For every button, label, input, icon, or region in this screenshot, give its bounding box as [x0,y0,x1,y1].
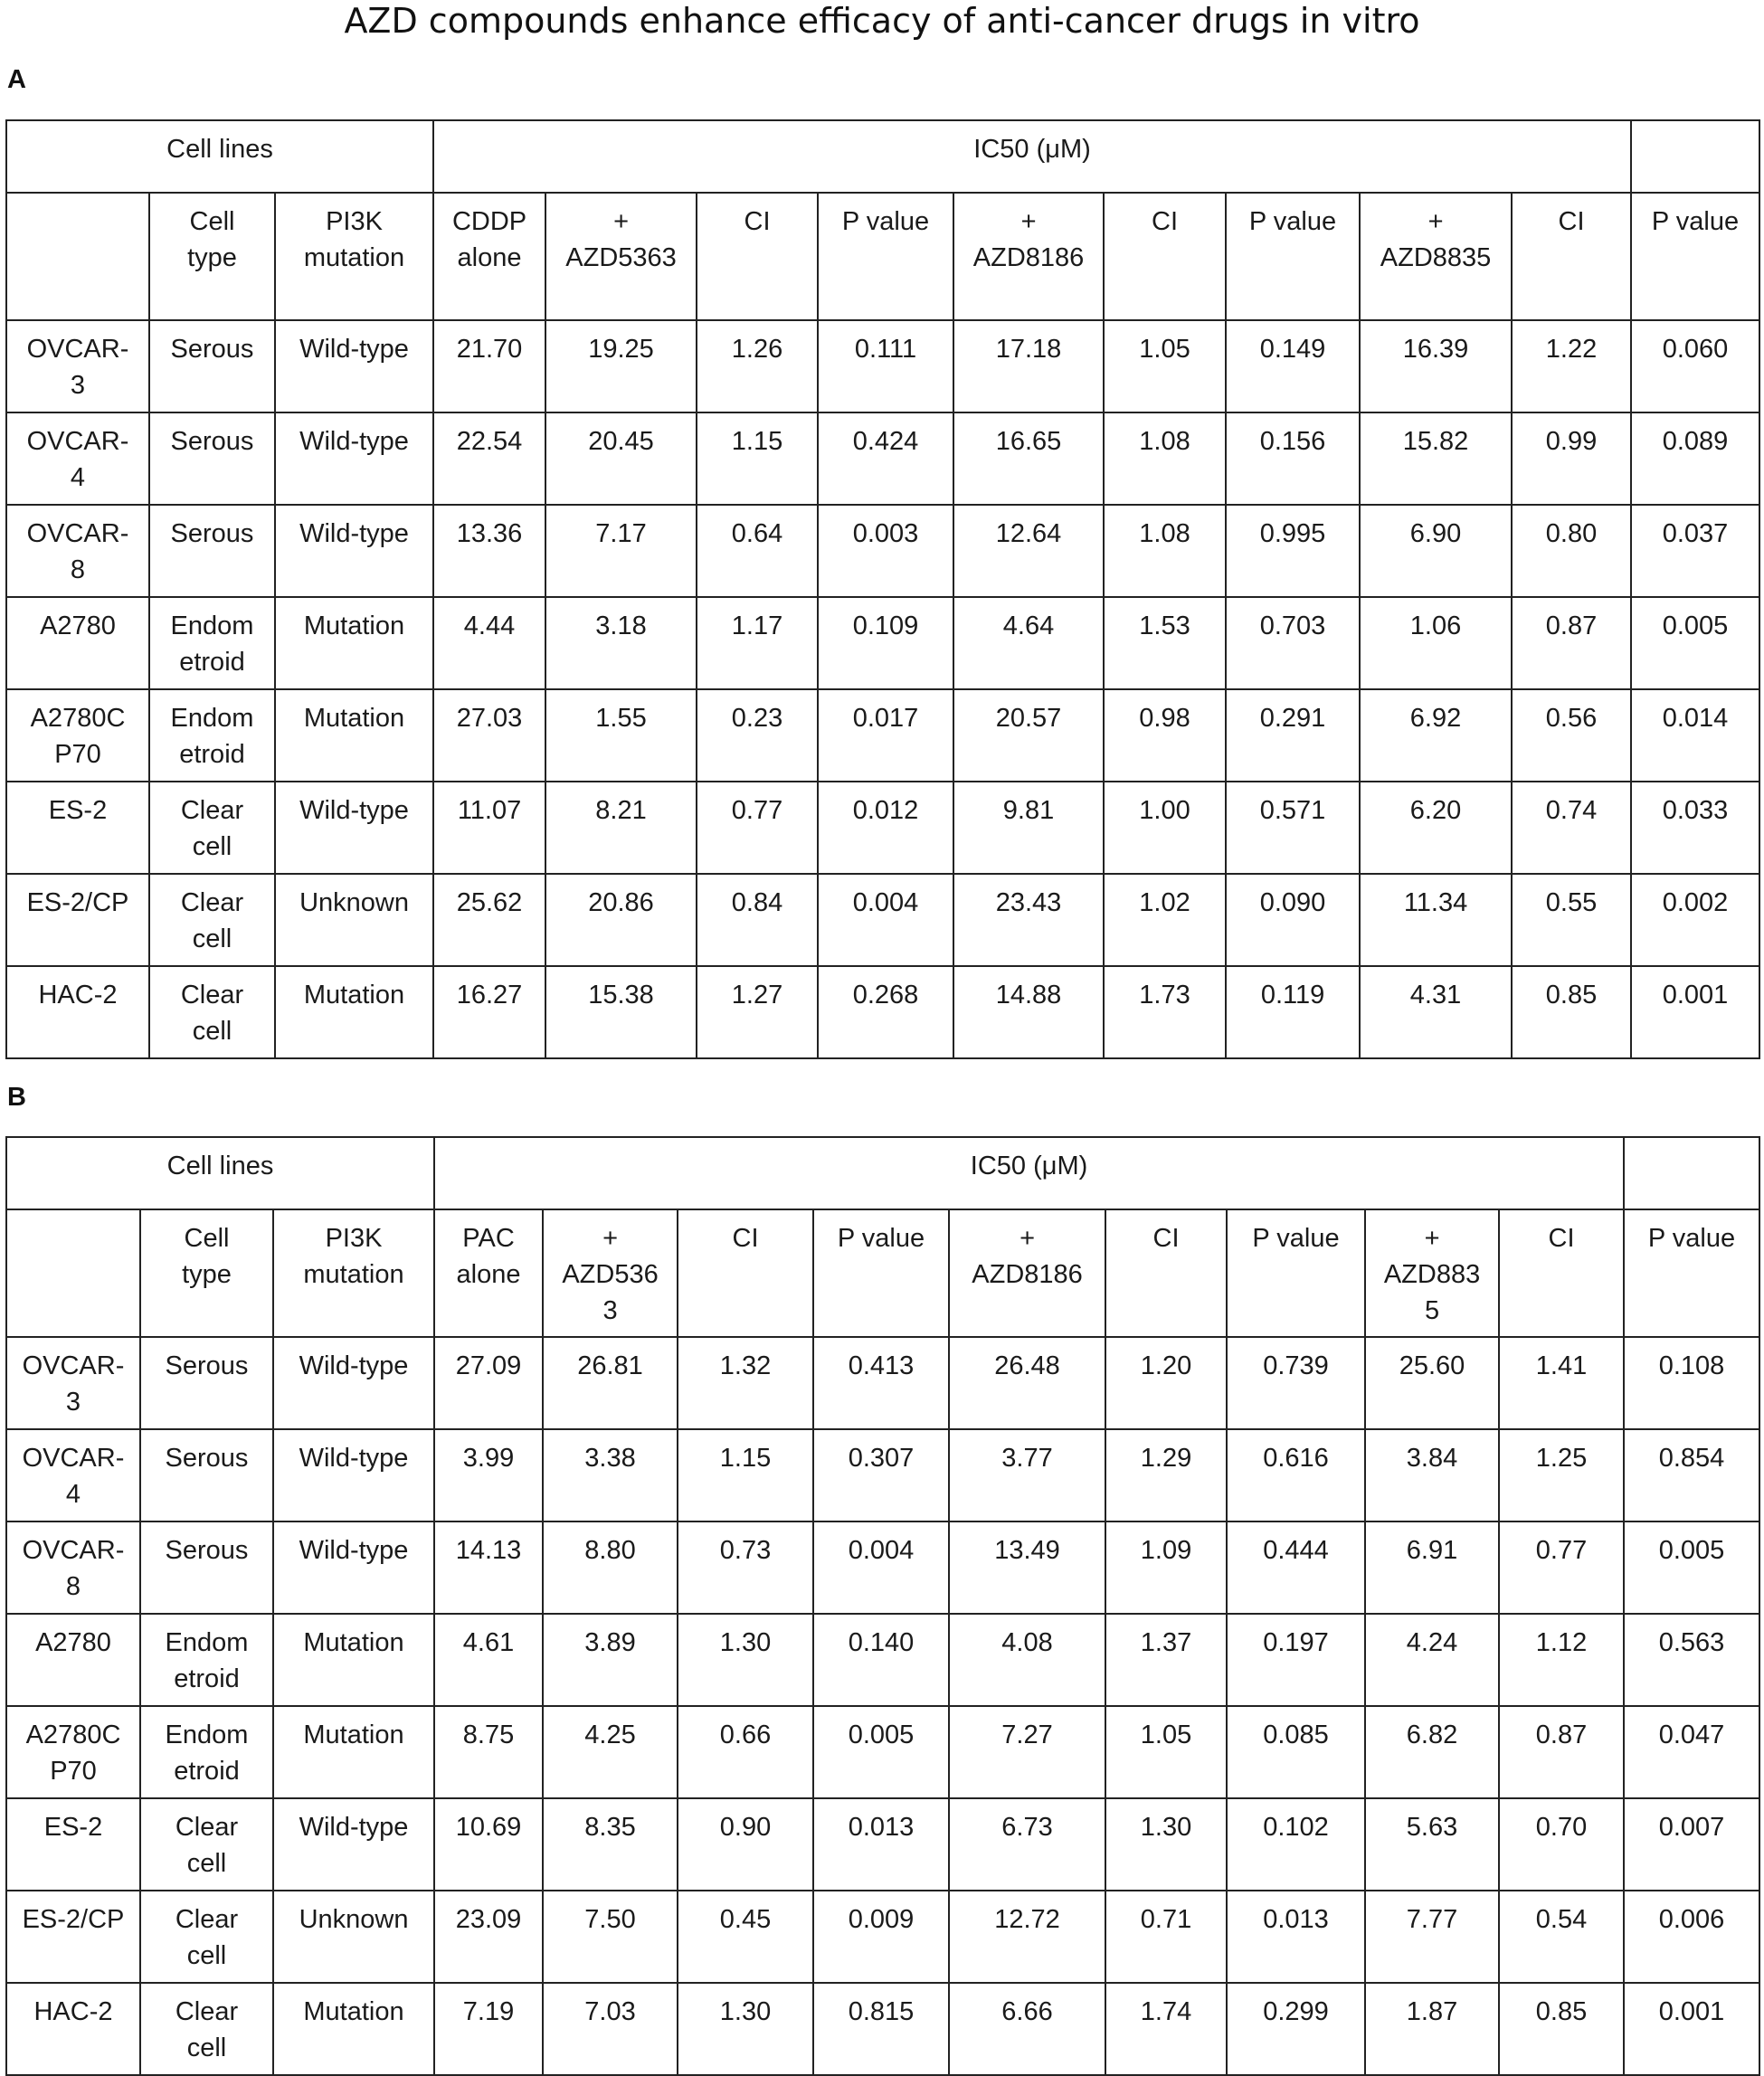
table-cell: 3.38 [543,1429,678,1521]
table-cell: 6.82 [1365,1706,1499,1798]
table-cell: 1.05 [1105,1706,1227,1798]
table-cell: Mutation [275,966,433,1058]
table-cell: 11.07 [433,782,545,874]
table-cell: 0.003 [818,505,953,597]
table-cell: 0.571 [1226,782,1360,874]
table-cell: 11.34 [1360,874,1512,966]
table-cell: Serous [140,1521,273,1614]
table-cell: Clear cell [149,966,275,1058]
table-cell: 3.77 [949,1429,1105,1521]
column-header: CI [678,1209,813,1337]
group-header-row [6,120,1759,193]
table-cell: Mutation [275,689,433,782]
table-cell: 0.006 [1624,1891,1759,1983]
table-cell: 0.004 [818,874,953,966]
table-cell: 0.005 [1631,597,1759,689]
table-cell: 0.99 [1512,412,1631,505]
table-row [6,874,1759,966]
ic50-header: IC50 (μM) [434,1137,1624,1209]
table-cell: 0.413 [813,1337,949,1429]
table-row [6,1337,1759,1429]
table-cell: Endom etroid [149,597,275,689]
table-cell: 0.563 [1624,1614,1759,1706]
table-cell: OVCAR- 3 [6,320,149,412]
table-cell: 17.18 [953,320,1104,412]
table-cell: 6.73 [949,1798,1105,1891]
table-cell: 0.815 [813,1983,949,2075]
table-row [6,1614,1759,1706]
table-cell: Mutation [273,1706,434,1798]
table-cell: Unknown [275,874,433,966]
table-cell: 0.85 [1512,966,1631,1058]
table-cell: 0.995 [1226,505,1360,597]
empty-header-cell [1624,1137,1759,1209]
table-cell: 19.25 [545,320,697,412]
table-cell: 0.060 [1631,320,1759,412]
table-cell: 0.424 [818,412,953,505]
table-cell: 0.119 [1226,966,1360,1058]
table-cell: 0.70 [1499,1798,1624,1891]
table-cell: 1.30 [1105,1798,1227,1891]
table-cell: 0.001 [1624,1983,1759,2075]
table-cell: Mutation [273,1614,434,1706]
table-cell: 4.44 [433,597,545,689]
table-cell: 12.72 [949,1891,1105,1983]
table-cell: A2780 [6,597,149,689]
table-cell: 7.19 [434,1983,543,2075]
column-header [6,1209,140,1337]
table-cell: Clear cell [140,1891,273,1983]
table-cell: 13.49 [949,1521,1105,1614]
column-header: CI [697,193,818,320]
table-cell: 8.75 [434,1706,543,1798]
table-cell: 6.90 [1360,505,1512,597]
table-cell: 25.60 [1365,1337,1499,1429]
table-cell: 1.00 [1104,782,1226,874]
table-cell: 16.27 [433,966,545,1058]
cell-lines-header: Cell lines [6,120,433,193]
table-cell: 0.004 [813,1521,949,1614]
table-cell: 0.033 [1631,782,1759,874]
column-header: P value [1631,193,1759,320]
table-cell: 1.26 [697,320,818,412]
table-cell: 1.53 [1104,597,1226,689]
table-cell: Wild-type [275,412,433,505]
table-cell: A2780C P70 [6,1706,140,1798]
table-cell: 0.012 [818,782,953,874]
table-cell: 1.08 [1104,505,1226,597]
column-header: + AZD5363 [545,193,697,320]
table-cell: 1.08 [1104,412,1226,505]
table-cell: 6.20 [1360,782,1512,874]
column-header: PI3K mutation [273,1209,434,1337]
table-cell: 0.299 [1227,1983,1365,2075]
table-row [6,1706,1759,1798]
table-cell: Endom etroid [140,1614,273,1706]
table-cell: 0.005 [813,1706,949,1798]
table-cell: 7.50 [543,1891,678,1983]
table-cell: 0.013 [813,1798,949,1891]
group-header-row [6,1137,1759,1209]
table-cell: Serous [140,1429,273,1521]
table-cell: 0.74 [1512,782,1631,874]
table-cell: 1.06 [1360,597,1512,689]
table-cell: Clear cell [149,782,275,874]
table-cell: 0.703 [1226,597,1360,689]
column-header: P value [1227,1209,1365,1337]
table-cell: Wild-type [273,1521,434,1614]
table-cell: 0.71 [1105,1891,1227,1983]
table-cell: 0.77 [697,782,818,874]
table-cell: Wild-type [275,320,433,412]
ic50-header: IC50 (μM) [433,120,1631,193]
table-cell: 0.54 [1499,1891,1624,1983]
table-cell: ES-2 [6,1798,140,1891]
table-cell: ES-2/CP [6,874,149,966]
table-cell: 0.64 [697,505,818,597]
table-cell: 0.089 [1631,412,1759,505]
table-cell: Wild-type [275,782,433,874]
table-cell: 27.09 [434,1337,543,1429]
panel-label-b: B [7,1083,26,1112]
column-header: P value [1226,193,1360,320]
table-cell: 0.005 [1624,1521,1759,1614]
table-cell: 0.616 [1227,1429,1365,1521]
table-cell: 0.307 [813,1429,949,1521]
table-cell: 0.73 [678,1521,813,1614]
table-cell: 0.197 [1227,1614,1365,1706]
table-cell: 14.88 [953,966,1104,1058]
table-cell: 1.27 [697,966,818,1058]
table-cell: 0.111 [818,320,953,412]
table-cell: 3.84 [1365,1429,1499,1521]
table-cell: 1.55 [545,689,697,782]
column-header: Cell type [140,1209,273,1337]
table-cell: 0.013 [1227,1891,1365,1983]
table-cell: 6.92 [1360,689,1512,782]
table-row [6,1521,1759,1614]
table-panel-b [5,1136,1760,2076]
table-cell: Serous [140,1337,273,1429]
table-cell: ES-2/CP [6,1891,140,1983]
table-cell: 23.09 [434,1891,543,1983]
table-row [6,1429,1759,1521]
table-cell: 3.18 [545,597,697,689]
table-cell: 10.69 [434,1798,543,1891]
table-cell: 5.63 [1365,1798,1499,1891]
table-cell: 0.90 [678,1798,813,1891]
column-header: PI3K mutation [275,193,433,320]
table-cell: 0.140 [813,1614,949,1706]
table-row [6,966,1759,1058]
table-cell: Mutation [275,597,433,689]
table-row [6,320,1759,412]
table-cell: ES-2 [6,782,149,874]
table-cell: 1.25 [1499,1429,1624,1521]
table-cell: 21.70 [433,320,545,412]
column-header: + AZD883 5 [1365,1209,1499,1337]
table-cell: 0.56 [1512,689,1631,782]
table-cell: 9.81 [953,782,1104,874]
table-cell: 1.73 [1104,966,1226,1058]
table-cell: 20.45 [545,412,697,505]
table-cell: 4.31 [1360,966,1512,1058]
table-cell: 1.37 [1105,1614,1227,1706]
table-cell: 0.007 [1624,1798,1759,1891]
table-row [6,1798,1759,1891]
table-cell: Serous [149,412,275,505]
column-header: CI [1512,193,1631,320]
table-cell: HAC-2 [6,1983,140,2075]
table-cell: 15.38 [545,966,697,1058]
column-header: + AZD8186 [949,1209,1105,1337]
table-row [6,412,1759,505]
table-cell: 0.444 [1227,1521,1365,1614]
table-cell: 0.156 [1226,412,1360,505]
table-cell: 4.24 [1365,1614,1499,1706]
table-cell: 0.268 [818,966,953,1058]
column-header: PAC alone [434,1209,543,1337]
table-cell: 0.102 [1227,1798,1365,1891]
table-row [6,689,1759,782]
table-cell: 1.22 [1512,320,1631,412]
table-cell: 0.45 [678,1891,813,1983]
column-header: Cell type [149,193,275,320]
table-panel-a [5,119,1760,1059]
table-cell: 26.81 [543,1337,678,1429]
table-cell: 16.65 [953,412,1104,505]
table-cell: 1.17 [697,597,818,689]
table-cell: 1.05 [1104,320,1226,412]
table-cell: Serous [149,505,275,597]
table-cell: OVCAR- 8 [6,1521,140,1614]
table-cell: 0.87 [1512,597,1631,689]
table-cell: 22.54 [433,412,545,505]
table-cell: 1.12 [1499,1614,1624,1706]
table-cell: 0.001 [1631,966,1759,1058]
column-header: CI [1104,193,1226,320]
column-header: P value [1624,1209,1759,1337]
table-cell: 0.80 [1512,505,1631,597]
table-cell: 0.87 [1499,1706,1624,1798]
table-cell: 0.77 [1499,1521,1624,1614]
table-cell: 0.109 [818,597,953,689]
table-cell: Endom etroid [149,689,275,782]
table-cell: 0.739 [1227,1337,1365,1429]
table-cell: 13.36 [433,505,545,597]
table-row [6,597,1759,689]
table-cell: Clear cell [140,1798,273,1891]
table-cell: 1.30 [678,1614,813,1706]
table-cell: 6.91 [1365,1521,1499,1614]
table-cell: 1.20 [1105,1337,1227,1429]
table-cell: 1.30 [678,1983,813,2075]
table-cell: 1.87 [1365,1983,1499,2075]
table-cell: 0.854 [1624,1429,1759,1521]
table-cell: 0.002 [1631,874,1759,966]
table-cell: Unknown [273,1891,434,1983]
table-cell: Clear cell [149,874,275,966]
table-cell: 20.57 [953,689,1104,782]
column-header [6,193,149,320]
table-cell: 14.13 [434,1521,543,1614]
table-cell: 0.55 [1512,874,1631,966]
table-cell: 8.80 [543,1521,678,1614]
table-cell: 4.25 [543,1706,678,1798]
table-cell: HAC-2 [6,966,149,1058]
table-cell: 0.66 [678,1706,813,1798]
table-cell: 0.23 [697,689,818,782]
table-cell: 0.009 [813,1891,949,1983]
table-cell: Wild-type [273,1337,434,1429]
table-cell: 1.09 [1105,1521,1227,1614]
column-header: + AZD8835 [1360,193,1512,320]
table-cell: 4.61 [434,1614,543,1706]
table-cell: 7.03 [543,1983,678,2075]
empty-header-cell [1631,120,1759,193]
table-cell: 1.32 [678,1337,813,1429]
table-cell: 23.43 [953,874,1104,966]
table-cell: 0.291 [1226,689,1360,782]
table-cell: Wild-type [273,1429,434,1521]
column-header: P value [818,193,953,320]
table-cell: 0.98 [1104,689,1226,782]
column-header: P value [813,1209,949,1337]
table-cell: 0.85 [1499,1983,1624,2075]
table-cell: OVCAR- 4 [6,1429,140,1521]
table-cell: 0.037 [1631,505,1759,597]
table-cell: 0.149 [1226,320,1360,412]
table-cell: 8.21 [545,782,697,874]
table-cell: 0.108 [1624,1337,1759,1429]
table-cell: Endom etroid [140,1706,273,1798]
table-cell: 20.86 [545,874,697,966]
table-cell: A2780 [6,1614,140,1706]
column-header: CDDP alone [433,193,545,320]
column-header-row [6,193,1759,320]
column-header: CI [1499,1209,1624,1337]
table-cell: 27.03 [433,689,545,782]
table-cell: 0.090 [1226,874,1360,966]
table-cell: 7.77 [1365,1891,1499,1983]
column-header-row [6,1209,1759,1337]
table-cell: 1.15 [678,1429,813,1521]
table-cell: OVCAR- 4 [6,412,149,505]
table-cell: 0.84 [697,874,818,966]
table-cell: 3.99 [434,1429,543,1521]
figure-title: AZD compounds enhance efficacy of anti-cancer drugs in vitro [344,1,1420,41]
table-cell: OVCAR- 8 [6,505,149,597]
table-cell: Mutation [273,1983,434,2075]
table-cell: 1.74 [1105,1983,1227,2075]
table-cell: 8.35 [543,1798,678,1891]
table-cell: 15.82 [1360,412,1512,505]
table-cell: 3.89 [543,1614,678,1706]
column-header: CI [1105,1209,1227,1337]
cell-lines-header: Cell lines [6,1137,434,1209]
table-cell: Wild-type [275,505,433,597]
table-cell: Wild-type [273,1798,434,1891]
table-cell: 1.41 [1499,1337,1624,1429]
table-cell: 25.62 [433,874,545,966]
column-header: + AZD8186 [953,193,1104,320]
table-cell: 4.08 [949,1614,1105,1706]
table-cell: 1.29 [1105,1429,1227,1521]
table-cell: A2780C P70 [6,689,149,782]
table-row [6,1891,1759,1983]
table-cell: OVCAR- 3 [6,1337,140,1429]
table-cell: 4.64 [953,597,1104,689]
table-cell: 16.39 [1360,320,1512,412]
table-row [6,505,1759,597]
table-cell: 6.66 [949,1983,1105,2075]
table-cell: 0.085 [1227,1706,1365,1798]
table-cell: 1.15 [697,412,818,505]
table-cell: 0.017 [818,689,953,782]
table-cell: 12.64 [953,505,1104,597]
table-cell: 7.17 [545,505,697,597]
table-cell: 0.014 [1631,689,1759,782]
table-row [6,782,1759,874]
table-cell: 26.48 [949,1337,1105,1429]
table-cell: 7.27 [949,1706,1105,1798]
panel-label-a: A [7,65,26,94]
table-row [6,1983,1759,2075]
table-cell: Serous [149,320,275,412]
column-header: + AZD536 3 [543,1209,678,1337]
table-cell: Clear cell [140,1983,273,2075]
table-cell: 1.02 [1104,874,1226,966]
table-cell: 0.047 [1624,1706,1759,1798]
